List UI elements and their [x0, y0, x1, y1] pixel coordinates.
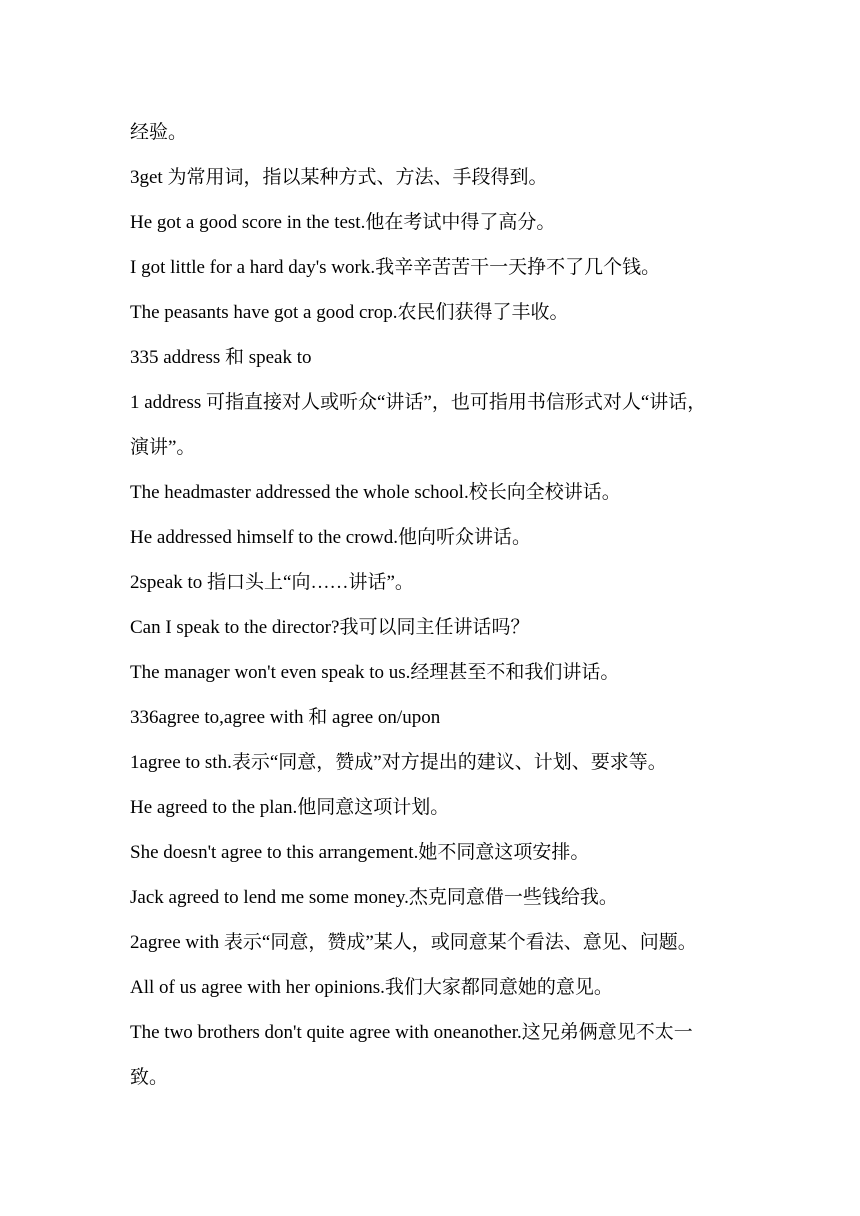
text-line: 演讲”。: [130, 437, 196, 458]
text-line: He agreed to the plan.他同意这项计划。: [130, 797, 450, 818]
document-body: [130, 110, 740, 1100]
text-line: 2agree with 表示“同意，赞成”某人，或同意某个看法、意见、问题。: [130, 932, 697, 953]
text-line: 1agree to sth.表示“同意，赞成”对方提出的建议、计划、要求等。: [130, 752, 667, 773]
text-line: He got a good score in the test.他在考试中得了高分。: [130, 212, 556, 233]
text-line: The two brothers don't quite agree with oneanother.这兄弟俩意见不太一: [130, 1022, 693, 1043]
text-line: The headmaster addressed the whole school.校长向全校讲话。: [130, 482, 621, 503]
text-line: The peasants have got a good crop.农民们获得了丰收。: [130, 302, 569, 323]
text-line: 2speak to 指口头上“向……讲话”。: [130, 572, 414, 593]
text-line: Can I speak to the director?我可以同主任讲话吗？: [130, 617, 530, 638]
text-line: 1 address 可指直接对人或听众“讲话”，也可指用书信形式对人“讲话，: [130, 392, 707, 413]
text-line: He addressed himself to the crowd.他向听众讲话。: [130, 527, 532, 548]
section-heading: 335 address 和 speak to: [130, 347, 312, 368]
text-line: All of us agree with her opinions.我们大家都同意她的意见。: [130, 977, 613, 998]
text-line: She doesn't agree to this arrangement.她不同意这项安排。: [130, 842, 590, 863]
text-line: Jack agreed to lend me some money.杰克同意借一些钱给我。: [130, 887, 618, 908]
text-line: I got little for a hard day's work.我辛辛苦苦干一天挣不了几个钱。: [130, 257, 661, 278]
text-line: 经验。: [130, 122, 188, 143]
text-line: 3get 为常用词，指以某种方式、方法、手段得到。: [130, 167, 548, 188]
text-line: 致。: [130, 1067, 169, 1088]
text-line: The manager won't even speak to us.经理甚至不和我们讲话。: [130, 662, 620, 683]
section-heading: 336agree to,agree with 和 agree on/upon: [130, 707, 441, 728]
